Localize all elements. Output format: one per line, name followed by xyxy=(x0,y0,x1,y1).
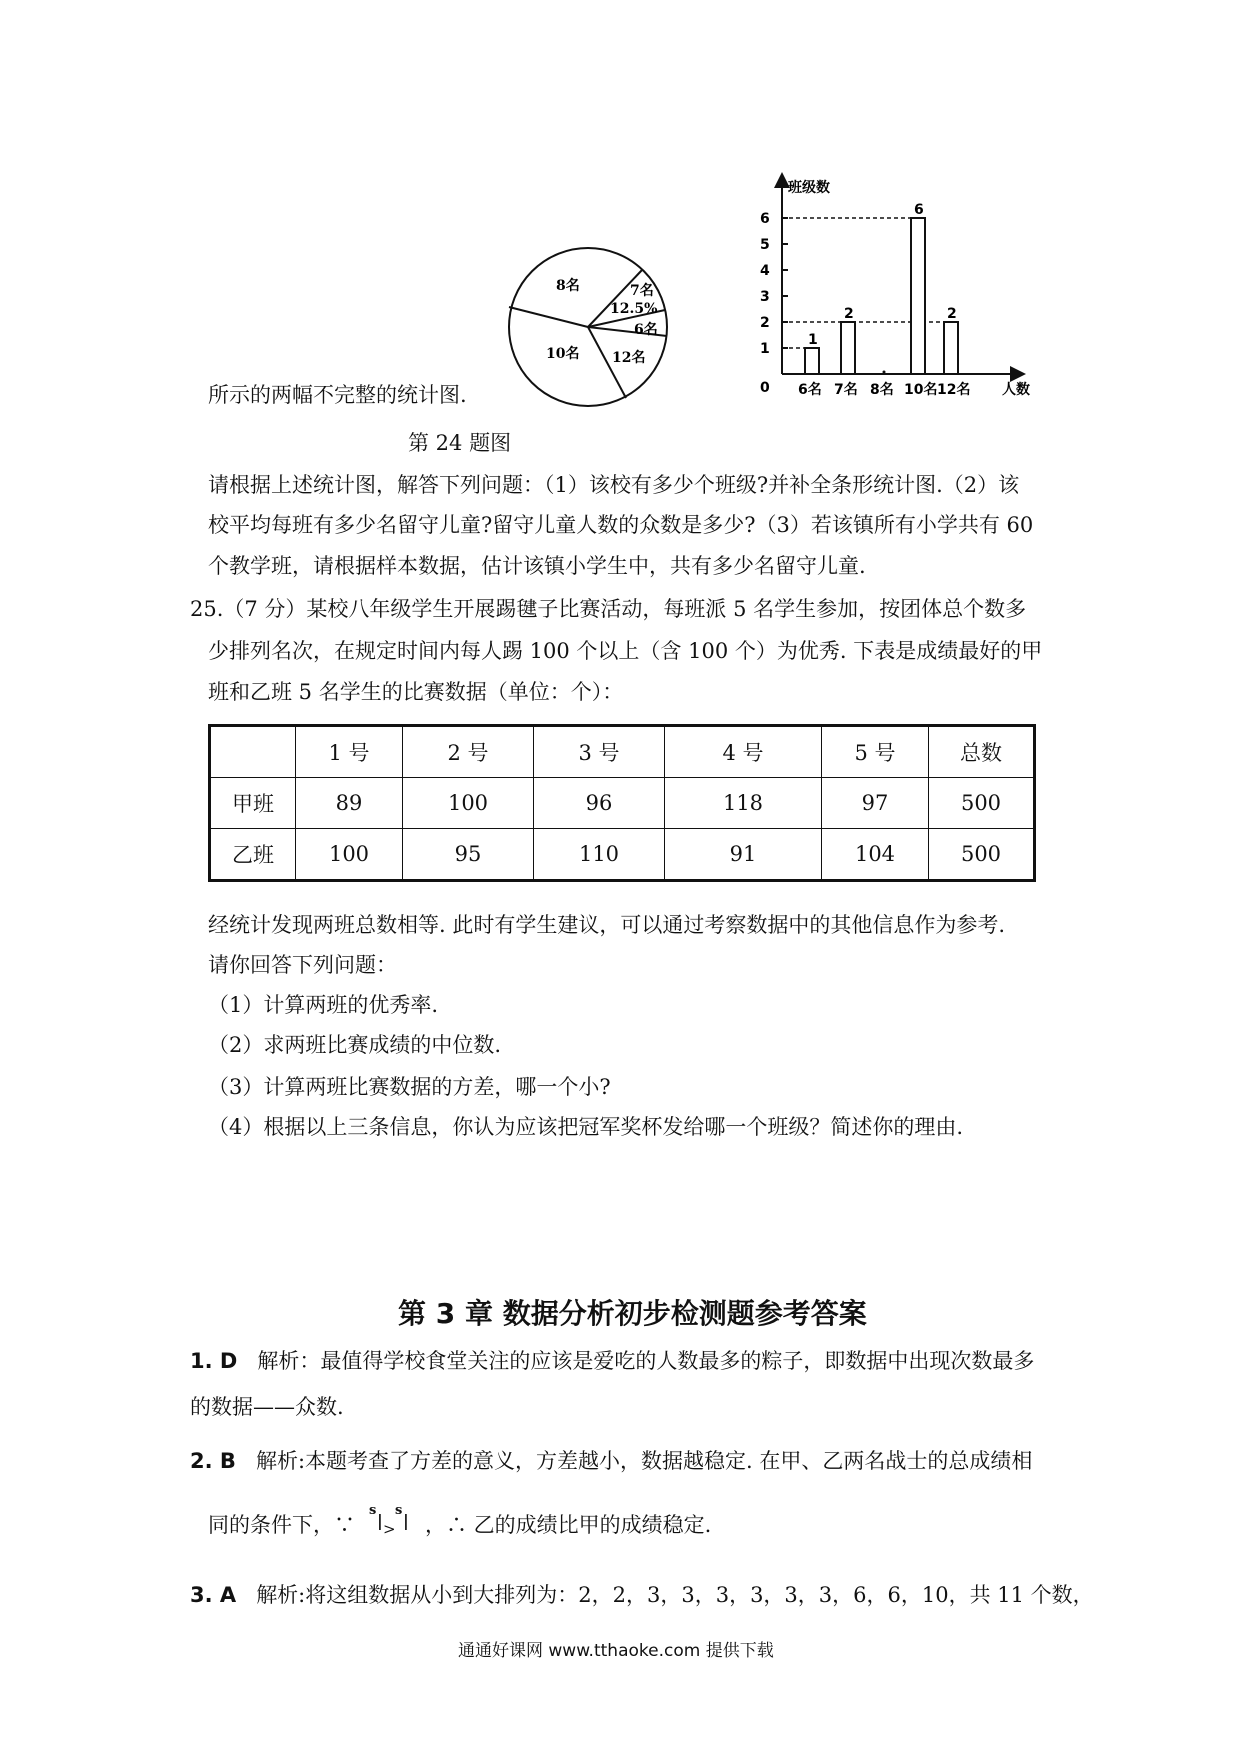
pie-slice-label-1: 7名 xyxy=(630,283,654,299)
table-header-cell: 1 号 xyxy=(296,726,403,778)
pie-chart xyxy=(500,228,680,428)
q25-line-2: 少排列名次，在规定时间内每人踢 100 个以上（含 100 个）为优秀. 下表是成绩最好的甲 xyxy=(208,639,1043,663)
bar-value-label: 2 xyxy=(844,306,854,322)
table-cell: 97 xyxy=(822,778,929,829)
table-cell: 100 xyxy=(403,778,534,829)
answer-number: 3. A xyxy=(190,1583,237,1607)
answer-number: 1. D xyxy=(190,1349,238,1373)
answer-text: 解析:本题考查了方差的意义，方差越小，数据越稳定. 在甲、乙两名战士的总成绩相 xyxy=(255,1449,1033,1473)
table-row xyxy=(210,778,1035,829)
q25-after-line-4: （2）求两班比赛成绩的中位数. xyxy=(208,1033,502,1057)
y-tick-label: 5 xyxy=(760,237,770,253)
greater-than-symbol: > xyxy=(383,1520,396,1538)
bar xyxy=(911,218,925,374)
answer-item-1 xyxy=(190,1346,1034,1376)
y-tick-label: 4 xyxy=(760,263,770,279)
bar-value-label: 1 xyxy=(808,332,818,348)
q25-after-line-1: 经统计发现两班总数相等. 此时有学生建议，可以通过考察数据中的其他信息作为参考. xyxy=(208,913,1006,937)
q25-after-line-6: （4）根据以上三条信息，你认为应该把冠军奖杯发给哪一个班级？简述你的理由. xyxy=(208,1115,964,1139)
variance-symbol: s xyxy=(395,1503,403,1518)
footer: 通通好课网 www.tthaoke.com 提供下载 xyxy=(458,1641,774,1661)
origin-label: 0 xyxy=(760,380,770,396)
y-tick-label: 1 xyxy=(760,341,770,357)
q25-line-3: 班和乙班 5 名学生的比赛数据（单位：个）： xyxy=(208,680,624,704)
bar xyxy=(944,322,958,374)
x-tick-label: 6名 xyxy=(798,382,822,398)
table-cell: 96 xyxy=(534,778,665,829)
table-header-cell: 2 号 xyxy=(403,726,534,778)
bar xyxy=(841,322,855,374)
variance-symbol: s xyxy=(369,1503,377,1518)
pie-slice-percent-1: 12.5% xyxy=(610,301,658,317)
answer-text: 解析:将这组数据从小到大排列为：2，2，3，3，3，3，3，3，6，6，10，共 11 个数， xyxy=(256,1583,1094,1607)
q24-line-3: 个教学班，请根据样本数据，估计该镇小学生中，共有多少名留守儿童. xyxy=(208,554,866,578)
answer-text: 同的条件下，∵ xyxy=(208,1513,355,1537)
table-row xyxy=(210,829,1035,881)
answer-item-3 xyxy=(190,1580,1094,1610)
pie-slice-label-3: 12名 xyxy=(612,350,646,366)
y-axis-label: 班级数 xyxy=(788,180,830,196)
table-cell: 500 xyxy=(929,829,1035,881)
answer-text: ，∴ 乙的成绩比甲的成绩稳定. xyxy=(425,1513,712,1537)
table-cell: 89 xyxy=(296,778,403,829)
pie-slice-label-4: 10名 xyxy=(546,346,580,362)
table-cell: 100 xyxy=(296,829,403,881)
table-header-cell: 5 号 xyxy=(822,726,929,778)
x-axis-label: 人数 xyxy=(1002,382,1030,398)
answer-text: 解析：最值得学校食堂关注的应该是爱吃的人数最多的粽子，即数据中出现次数最多 xyxy=(257,1349,1035,1373)
pie-slice-label-0: 8名 xyxy=(556,278,580,294)
answers-title: 第 3 章 数据分析初步检测题参考答案 xyxy=(398,1297,867,1330)
pie-slice-label-2: 6名 xyxy=(634,322,658,338)
table-cell: 500 xyxy=(929,778,1035,829)
table-cell: 110 xyxy=(534,829,665,881)
q25-after-line-5: （3）计算两班比赛数据的方差，哪一个小? xyxy=(208,1075,611,1099)
answer-item-1-cont: 的数据——众数. xyxy=(190,1395,344,1419)
score-table xyxy=(208,724,1036,882)
q25-line-1: 25.（7 分）某校八年级学生开展踢毽子比赛活动，每班派 5 名学生参加，按团体总个数多 xyxy=(190,597,1027,621)
x-tick-label: 10名 xyxy=(904,382,938,398)
table-header-cell: 总数 xyxy=(929,726,1035,778)
answer-item-2 xyxy=(190,1446,1032,1476)
y-tick-label: 6 xyxy=(760,211,770,227)
x-tick-label: 7名 xyxy=(834,382,858,398)
x-tick-label: 12名 xyxy=(937,382,971,398)
q24-caption-left: 所示的两幅不完整的统计图. xyxy=(208,383,467,407)
table-cell: 91 xyxy=(665,829,822,881)
bar xyxy=(805,348,819,374)
bar-value-label: 6 xyxy=(914,202,924,218)
answer-item-2-cont xyxy=(208,1503,712,1540)
figure-caption: 第 24 题图 xyxy=(408,431,512,455)
table-header-row xyxy=(210,726,1035,778)
answer-number: 2. B xyxy=(190,1449,236,1473)
y-tick-label: 2 xyxy=(760,315,770,331)
q24-line-1: 请根据上述统计图，解答下列问题：（1）该校有多少个班级?并补全条形统计图.（2）该 xyxy=(208,473,1020,497)
table-cell: 104 xyxy=(822,829,929,881)
table-cell: 乙班 xyxy=(210,829,296,881)
table-header-cell xyxy=(210,726,296,778)
table-header-cell: 4 号 xyxy=(665,726,822,778)
variance-comparison: s | > s | xyxy=(355,1510,425,1540)
table-cell: 95 xyxy=(403,829,534,881)
q25-after-line-2: 请你回答下列问题： xyxy=(208,953,397,977)
q24-line-2: 校平均每班有多少名留守儿童?留守儿童人数的众数是多少?（3）若该镇所有小学共有 60 xyxy=(208,513,1034,537)
table-cell: 118 xyxy=(665,778,822,829)
bar-missing-marker xyxy=(883,371,886,374)
y-tick-label: 3 xyxy=(760,289,770,305)
bar-chart xyxy=(750,170,1050,410)
x-tick-label: 8名 xyxy=(870,382,894,398)
q25-after-line-3: （1）计算两班的优秀率. xyxy=(208,993,439,1017)
bar-value-label: 2 xyxy=(947,306,957,322)
table-cell: 甲班 xyxy=(210,778,296,829)
table-header-cell: 3 号 xyxy=(534,726,665,778)
